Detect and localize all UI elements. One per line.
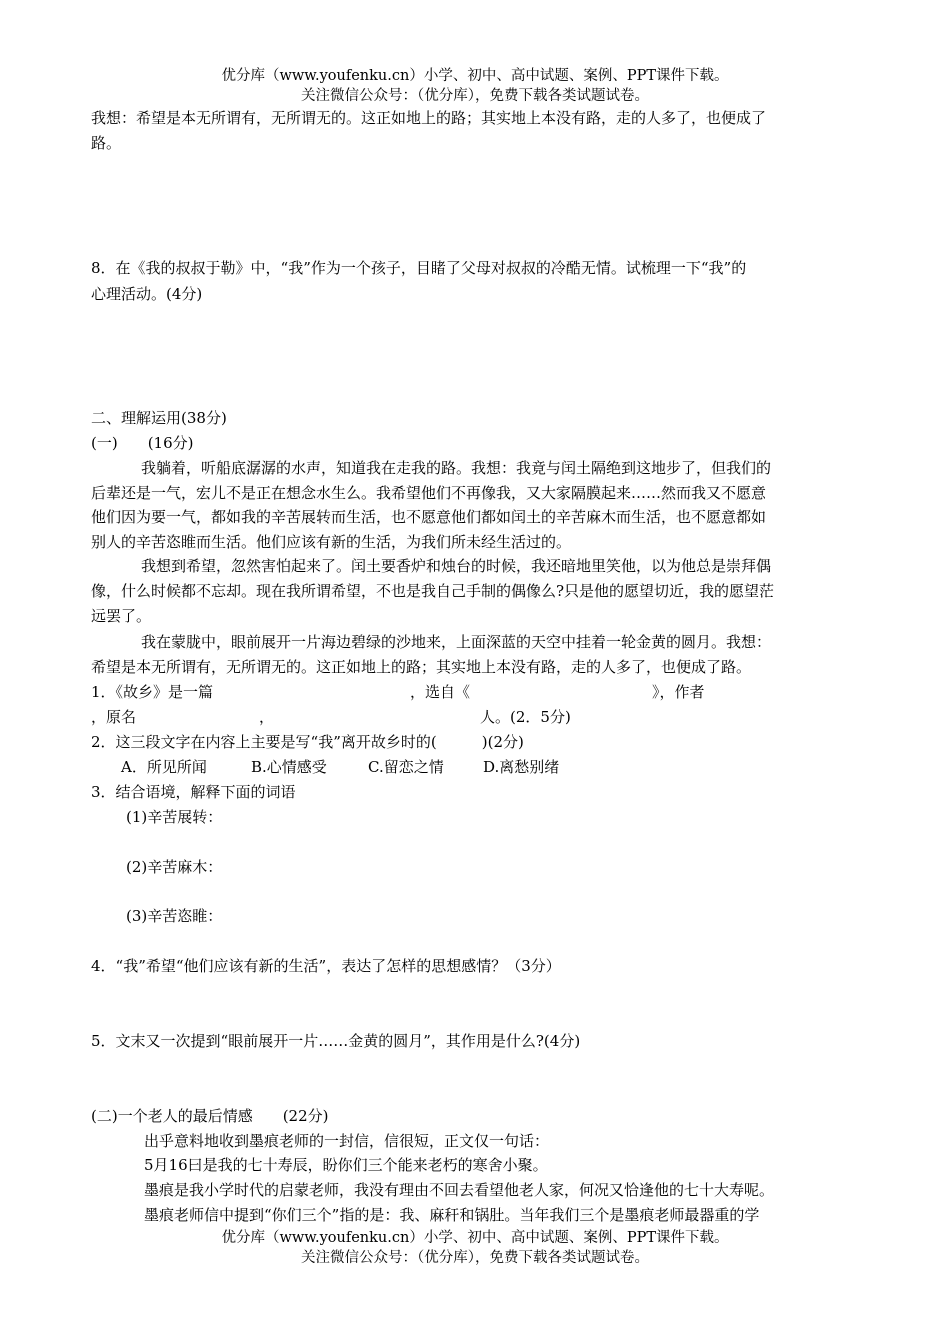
q2-option-b: B.心情感受 (251, 758, 327, 776)
q2-text: 2．这三段文字在内容上主要是写“我”离开故乡时的( )(2分) (91, 733, 524, 751)
passage-p1-line-4: 别人的辛苦恣睢而生活。他们应该有新的生活，为我们所未经生活过的。 (91, 533, 572, 551)
passage-p2-line-1: 我想到希望，忽然害怕起来了。闰土要香炉和烛台的时候，我还暗地里笑他，以为他总是崇拜偶 (141, 557, 772, 575)
q8-line-2: 心理活动。(4分) (91, 285, 203, 303)
part2-line-2: 5月16曰是我的七十寿辰，盼你们三个能来老朽的寒舍小聚。 (144, 1156, 548, 1174)
q3-text: 3．结合语境，解释下面的词语 (91, 783, 296, 801)
part2-line-1: 出乎意料地收到墨痕老师的一封信，信很短，正文仅一句话： (144, 1132, 550, 1150)
header-line-1: 优分库（www.youfenku.cn）小学、初中、高中试题、案例、PPT课件下载。 (221, 68, 729, 84)
passage-p1-line-1: 我躺着，听船底潺潺的水声，知道我在走我的路。我想：我竟与闰土隔绝到这地步了，但我们的 (141, 459, 772, 477)
passage-p3-line-1: 我在蒙胧中，眼前展开一片海边碧绿的沙地来，上面深蓝的天空中挂着一轮金黄的圆月。我想： (141, 633, 772, 651)
part2-line-3: 墨痕是我小学时代的启蒙老师，我没有理由不回去看望他老人家，何况又恰逢他的七十大寿呢。 (144, 1181, 775, 1199)
top-paragraph-line-2: 路。 (91, 134, 122, 152)
q2-option-a: A．所见所闻 (121, 758, 207, 776)
q2-option-d: D.离愁别绪 (483, 758, 560, 776)
section-title: 二、理解运用(38分) (91, 409, 227, 427)
footer-line-2: 关注微信公众号：（优分库），免费下载各类试题试卷。 (301, 1250, 649, 1266)
q8-line-1: 8．在《我的叔叔于勒》中，“我”作为一个孩子，目睹了父母对叔叔的冷酷无情。试梳理一下“我”的 (91, 259, 747, 277)
q3-item-2: (2)辛苦麻木： (126, 858, 223, 876)
passage-p2-line-3: 远罢了。 (91, 607, 152, 625)
q1-text-b: ，选自《 (410, 683, 471, 701)
q4-text: 4．“我”希望“他们应该有新的生活”，表达了怎样的思想感情？（3分） (91, 957, 561, 975)
header-line-2: 关注微信公众号：（优分库），免费下载各类试题试卷。 (301, 88, 649, 104)
part2-line-4: 墨痕老师信中提到“你们三个”指的是：我、麻秆和锅肚。当年我们三个是墨痕老师最器重的学 (144, 1206, 760, 1224)
top-paragraph-line-1: 我想：希望是本无所谓有，无所谓无的。这正如地上的路；其实地上本没有路，走的人多了，也便成了 (91, 109, 767, 127)
q1-text-d: ，原名 (91, 708, 137, 726)
q3-item-1: (1)辛苦展转： (126, 808, 223, 826)
q1-text-f: 人。(2．5分) (480, 708, 571, 726)
passage-p1-line-2: 后辈还是一气，宏儿不是正在想念水生么。我希望他们不再像我，又大家隔膜起来……然而我又不愿意 (91, 484, 767, 502)
q3-item-3: (3)辛苦恣睢： (126, 907, 223, 925)
q2-option-c: C.留恋之情 (368, 758, 444, 776)
q1-text-e: ， (259, 708, 275, 726)
q1-text-a: 1．《故乡》是一篇 (91, 683, 214, 701)
passage-p1-line-3: 他们因为要一气，都如我的辛苦展转而生活，也不愿意他们都如闰土的辛苦麻木而生活，也不愿意都如 (91, 508, 767, 526)
q5-text: 5．文末又一次提到“眼前展开一片……金黄的圆月”，其作用是什么?(4分) (91, 1032, 581, 1050)
passage-p3-line-2: 希望是本无所谓有，无所谓无的。这正如地上的路；其实地上本没有路，走的人多了，也便成了路。 (91, 658, 752, 676)
part2-title: (二)一个老人的最后情感 (22分) (91, 1107, 329, 1125)
q1-text-c: 》，作者 (652, 683, 705, 701)
passage-p2-line-2: 像，什么时候都不忘却。现在我所谓希望，不也是我自己手制的偶像么?只是他的愿望切近，我的愿望茫 (91, 582, 775, 600)
footer-line-1: 优分库（www.youfenku.cn）小学、初中、高中试题、案例、PPT课件下载。 (221, 1230, 729, 1246)
part1-title: (一) (16分) (91, 434, 194, 452)
